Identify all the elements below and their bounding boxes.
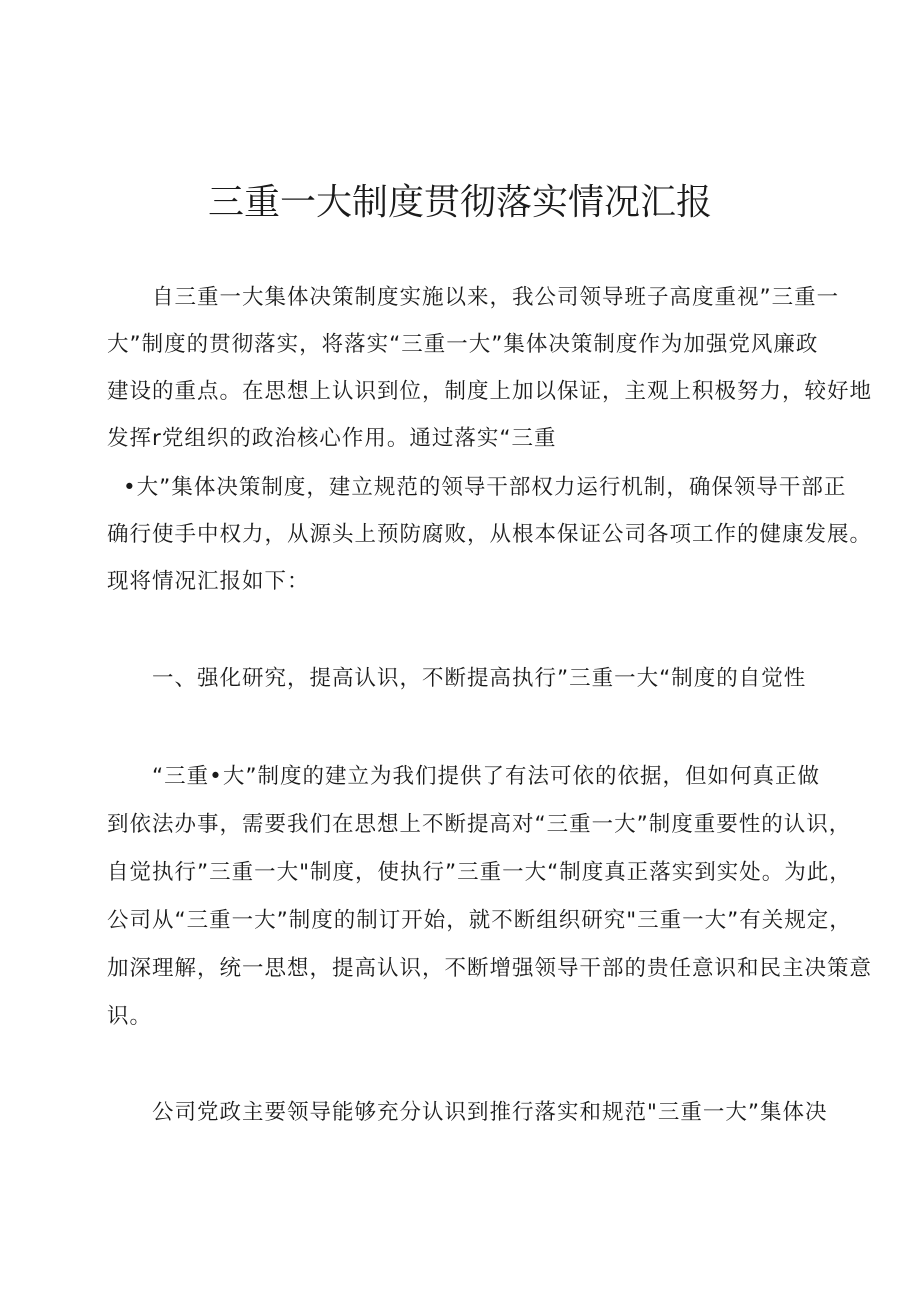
intro-line-3: 建设的重点。在思想上认识到位，制度上加以保证，主观上积极努力，较好地 bbox=[107, 379, 873, 404]
section-1-line-3: 自觉执行”三重一大"制度，使执行”三重一大“制度真正落实到实处。为此， bbox=[107, 860, 852, 885]
intro-line-4: 发挥r党组织的政治核心作用。通过落实“三重 bbox=[107, 426, 557, 451]
intro-line-5: •大”集体决策制度，建立规范的领导干部权力运行机制，确保领导干部正 bbox=[123, 475, 847, 500]
section-1-line-2: 到依法办事，需要我们在思想上不断提高对“三重一大”制度重要性的认识， bbox=[107, 812, 852, 837]
section-1-line-5: 加深理解，统一思想，提高认识，不断增强领导干部的贵任意识和民主决策意 bbox=[107, 956, 873, 981]
section-1-heading: 一、强化研究，提高认识，不断提高执行”三重一大“制度的自觉性 bbox=[152, 666, 807, 691]
section-1-line-1: “三重•大”制度的建立为我们提供了有法可依的依据，但如何真正做 bbox=[152, 764, 820, 789]
intro-line-6: 确行使手中权力，从源头上预防腐败，从根本保证公司各项工作的健康发展。 bbox=[107, 522, 873, 547]
intro-line-7: 现将情况汇报如下： bbox=[107, 569, 310, 594]
intro-line-1: 自三重一大集体决策制度实施以来，我公司领导班子高度重视”三重一 bbox=[152, 285, 840, 310]
document-title: 三重一大制度贯彻落实情况汇报 bbox=[207, 182, 712, 223]
section-1-line-4: 公司从“三重一大”制度的制订开始，就不断组织研究"三重一大”有关规定， bbox=[107, 908, 852, 933]
intro-line-2: 大”制度的贯彻落实，将落实“三重一大”集体决策制度作为加强党风廉政 bbox=[107, 332, 819, 357]
section-1-line-6: 识。 bbox=[107, 1004, 153, 1029]
section-2-line-1: 公司党政主要领导能够充分认识到推行落实和规范"三重一大”集体决 bbox=[152, 1100, 828, 1125]
